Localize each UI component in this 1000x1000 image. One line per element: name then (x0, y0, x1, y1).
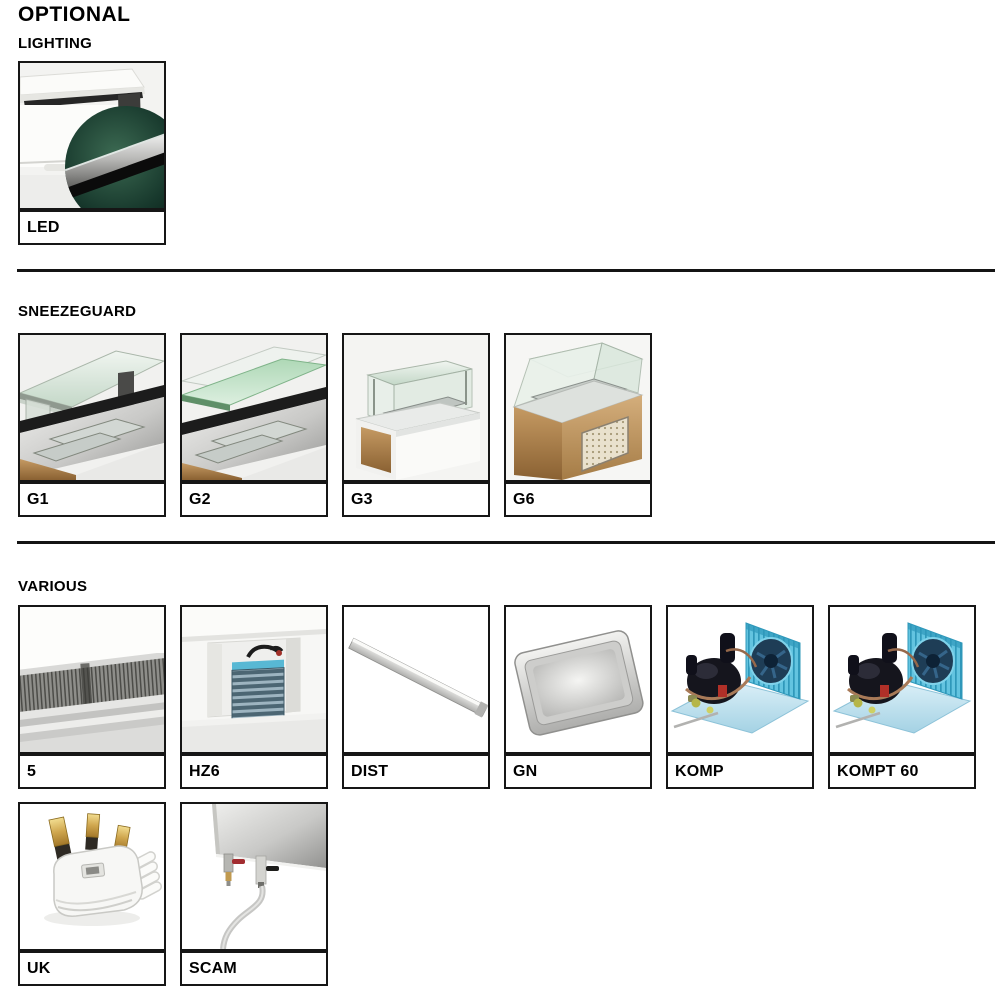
item-kompt-60 (828, 605, 976, 789)
distance-bar-image (344, 607, 488, 752)
grille-photo (18, 605, 166, 754)
item-label-text: GN (513, 762, 538, 780)
item-label-text: G1 (27, 490, 49, 508)
g2-photo (180, 333, 328, 482)
flat-glass-sneezeguard-image (20, 335, 164, 480)
gastronorm-pan-image (506, 607, 650, 752)
g3-photo (342, 333, 490, 482)
hz6-photo (180, 605, 328, 754)
item-label (342, 482, 490, 517)
g1-photo (18, 333, 166, 482)
item-g6 (504, 333, 652, 517)
gn-photo (504, 605, 652, 754)
item-label (180, 754, 328, 789)
led-light-strip-image (20, 63, 164, 208)
undercounter-evaporator-coil-image (182, 607, 326, 752)
item-label (504, 482, 652, 517)
item-label-text: KOMP (675, 762, 724, 780)
item-led (18, 61, 166, 245)
item-label (180, 951, 328, 986)
item-hz6 (180, 605, 328, 789)
page-title: OPTIONAL (18, 3, 131, 26)
item-label-text: DIST (351, 762, 389, 780)
item-label (666, 754, 814, 789)
item-label-text: KOMPT 60 (837, 762, 919, 780)
item-label (828, 754, 976, 789)
dist-photo (342, 605, 490, 754)
various-row-2 (18, 802, 328, 986)
item-label-text: UK (27, 959, 51, 977)
item-label (342, 754, 490, 789)
item-label-text: G2 (189, 490, 211, 508)
item-label (180, 482, 328, 517)
item-uk (18, 802, 166, 986)
item-g2 (180, 333, 328, 517)
square-glass-sneezeguard-image (344, 335, 488, 480)
item-gn (504, 605, 652, 789)
item-komp (666, 605, 814, 789)
item-label (18, 482, 166, 517)
item-scam (180, 802, 328, 986)
sneezeguard-row (18, 333, 652, 517)
section-divider-2 (17, 541, 995, 544)
item-label (504, 754, 652, 789)
sloped-glass-display-counter-image (506, 335, 650, 480)
item-label (18, 210, 166, 245)
uk-plug-photo (18, 802, 166, 951)
scam-photo (180, 802, 328, 951)
item-label (18, 754, 166, 789)
condensing-unit-60-image (830, 607, 974, 752)
item-label-text: G3 (351, 490, 373, 508)
item-dist (342, 605, 490, 789)
uk-three-pin-plug-image (20, 804, 164, 949)
item-label-text: LED (27, 218, 60, 236)
item-label-text: SCAM (189, 959, 237, 977)
lighting-row (18, 61, 166, 245)
section-title-various: VARIOUS (18, 578, 88, 595)
grille-plate-surface-image (20, 607, 164, 752)
led-photo (18, 61, 166, 210)
item-g1 (18, 333, 166, 517)
item-g3 (342, 333, 490, 517)
item-label (18, 951, 166, 986)
item-label-text: 5 (27, 762, 37, 780)
section-title-lighting: LIGHTING (18, 35, 93, 52)
item-label-text: HZ6 (189, 762, 220, 780)
item-5 (18, 605, 166, 789)
section-divider-1 (17, 269, 995, 272)
condensing-unit-image (668, 607, 812, 752)
g6-photo (504, 333, 652, 482)
kompt-60-photo (828, 605, 976, 754)
various-row-1 (18, 605, 976, 789)
item-label-text: G6 (513, 490, 535, 508)
drain-valve-with-hose-image (182, 804, 326, 949)
komp-photo (666, 605, 814, 754)
angled-green-glass-sneezeguard-image (182, 335, 326, 480)
section-title-sneezeguard: SNEEZEGUARD (18, 303, 137, 320)
